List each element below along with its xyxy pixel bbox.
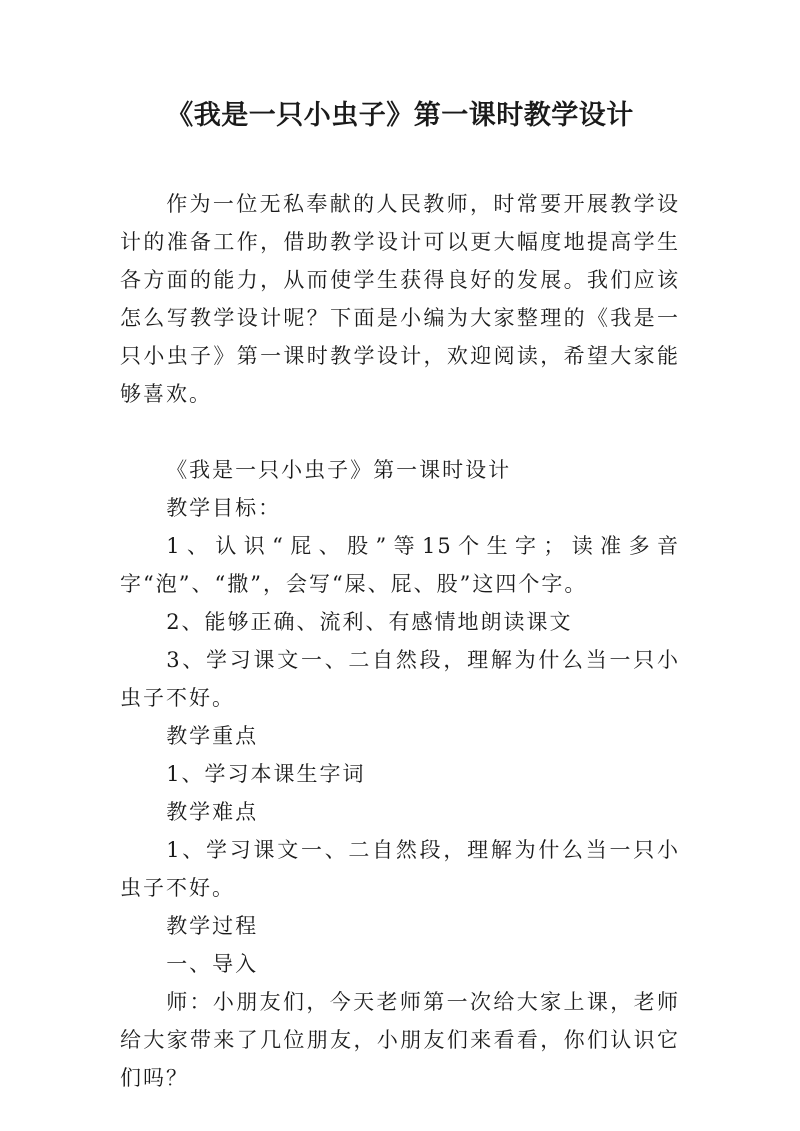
design-heading: 《我是一只小虫子》第一课时设计 [166, 458, 512, 482]
document-body [120, 185, 680, 1097]
paragraph-gap [120, 413, 680, 451]
document-title: 《我是一只小虫子》第一课时教学设计 [166, 100, 634, 131]
goal-item-1: 1、认识“屁、股”等15个生字；读准多音字“泡”、“撒”，会写“屎、屁、股”这四个字。 [120, 534, 680, 596]
goal-item-2: 2、能够正确、流利、有感情地朗读课文 [166, 610, 573, 634]
process-heading: 教学过程 [166, 914, 259, 938]
process-step-intro: 一、导入 [166, 952, 259, 976]
teacher-speech: 师：小朋友们，今天老师第一次给大家上课，老师给大家带来了几位朋友，小朋友们来看看，你们认识它们吗？ [120, 990, 680, 1090]
difficulties-heading: 教学难点 [166, 800, 259, 824]
intro-paragraph: 作为一位无私奉献的人民教师，时常要开展教学设计的准备工作，借助教学设计可以更大幅度地提高学生各方面的能力，从而使学生获得良好的发展。我们应该怎么写教学设计呢？下面是小编为大家整理的《我是一只小虫子》第一课时教学设计，欢迎阅读，希望大家能够喜欢。 [120, 192, 680, 406]
difficulty-item-1: 1、学习课文一、二自然段，理解为什么当一只小虫子不好。 [120, 838, 680, 900]
key-points-heading: 教学重点 [166, 724, 259, 748]
key-point-item-1: 1、学习本课生字词 [166, 762, 366, 786]
goals-heading: 教学目标： [166, 496, 282, 520]
goal-item-3: 3、学习课文一、二自然段，理解为什么当一只小虫子不好。 [120, 648, 680, 710]
